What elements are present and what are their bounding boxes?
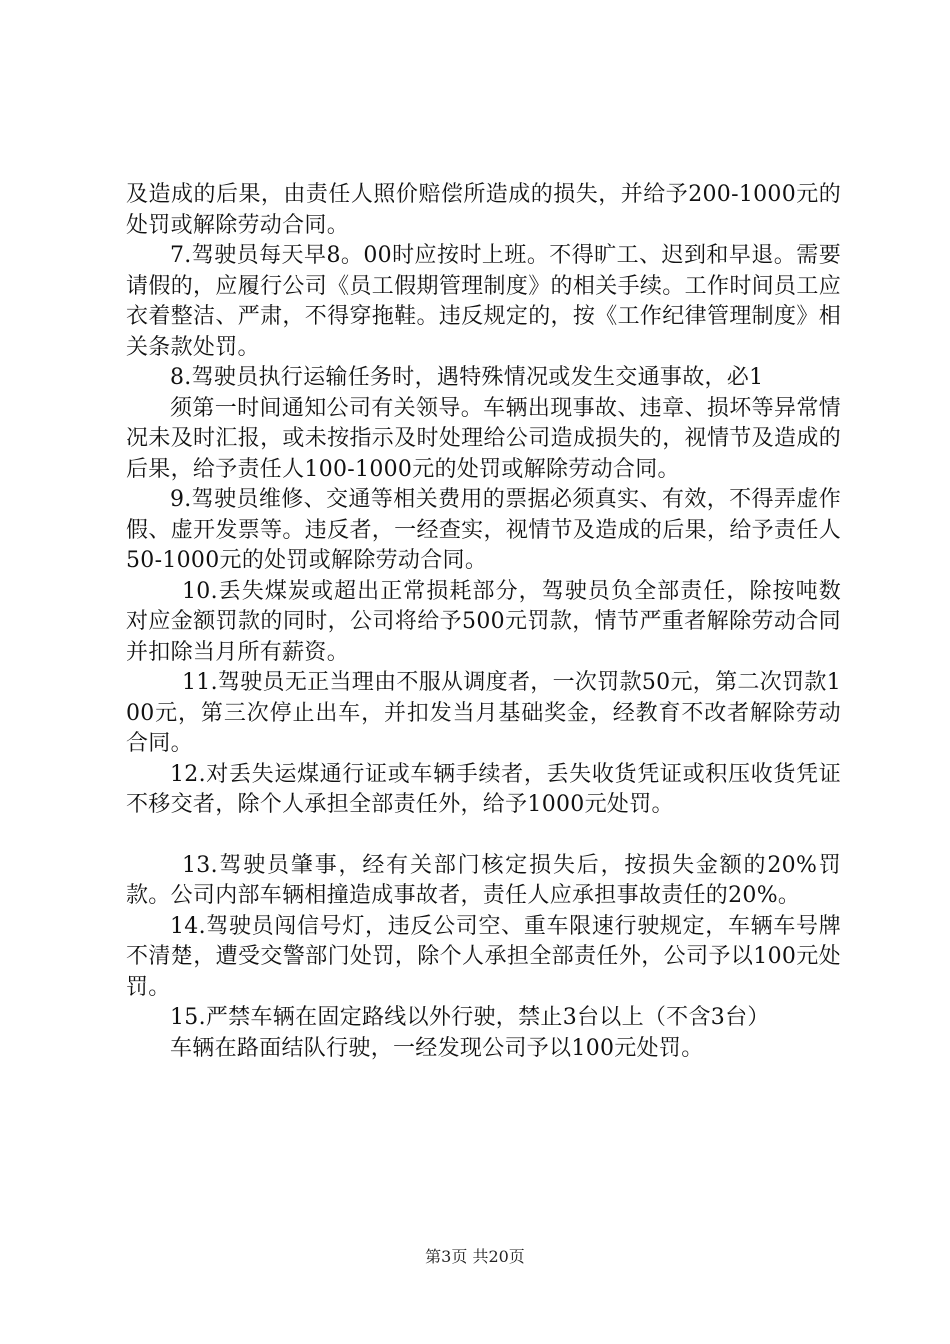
- paragraph-item-13: 13.驾驶员肇事，经有关部门核定损失后，按损失金额的20%罚款。公司内部车辆相撞造成事故者，责任人应承担事故责任的20%。: [126, 852, 841, 908]
- paragraph-item-11: 11.驾驶员无正当理由不服从调度者，一次罚款50元，第二次罚款100元，第三次停止出车，并扣发当月基础奖金，经教育不改者解除劳动合同。: [126, 670, 841, 756]
- paragraph-item-9: 9.驾驶员维修、交通等相关费用的票据必须真实、有效，不得弄虚作假、虚开发票等。违反者，一经查实，视情节及造成的后果，给予责任人50-1000元的处罚或解除劳动合同。: [126, 487, 841, 573]
- paragraph-item-12: 12.对丢失运煤通行证或车辆手续者，丢失收货凭证或积压收货凭证不移交者，除个人承担全部责任外，给予1000元处罚。: [126, 761, 841, 817]
- paragraph-item-8-continued: 须第一时间通知公司有关领导。车辆出现事故、违章、损坏等异常情况未及时汇报，或未按指示及时处理给公司造成损失的，视情节及造成的后果，给予责任人100-1000元的处罚或解除劳动合同。: [126, 395, 841, 482]
- paragraph-item-8: 8.驾驶员执行运输任务时，遇特殊情况或发生交通事故，必1: [170, 365, 764, 390]
- page-footer: 第3页 共20页: [425, 1247, 525, 1266]
- document-body: [126, 180, 841, 1064]
- paragraph-item-15-continued: 车辆在路面结队行驶，一经发现公司予以100元处罚。: [170, 1035, 704, 1061]
- paragraph-continuation: 及造成的后果，由责任人照价赔偿所造成的损失，并给予200-1000元的处罚或解除劳动合同。: [126, 182, 841, 238]
- paragraph-item-10: 10.丢失煤炭或超出正常损耗部分，驾驶员负全部责任，除按吨数对应金额罚款的同时，公司将给予500元罚款，情节严重者解除劳动合同并扣除当月所有薪资。: [126, 578, 841, 665]
- paragraph-item-7: 7.驾驶员每天早8。00时应按时上班。不得旷工、迟到和早退。需要请假的，应履行公司《员工假期管理制度》的相关手续。工作时间员工应衣着整洁、严肃，不得穿拖鞋。违反规定的，按《工作纪律管理制度》相关条款处罚。: [126, 243, 841, 360]
- paragraph-item-14: 14.驾驶员闯信号灯，违反公司空、重车限速行驶规定，车辆车号牌不清楚，遭受交警部门处罚，除个人承担全部责任外，公司予以100元处罚。: [126, 913, 841, 1000]
- paragraph-item-15: 15.严禁车辆在固定路线以外行驶，禁止3台以上（不含3台）: [170, 1005, 770, 1030]
